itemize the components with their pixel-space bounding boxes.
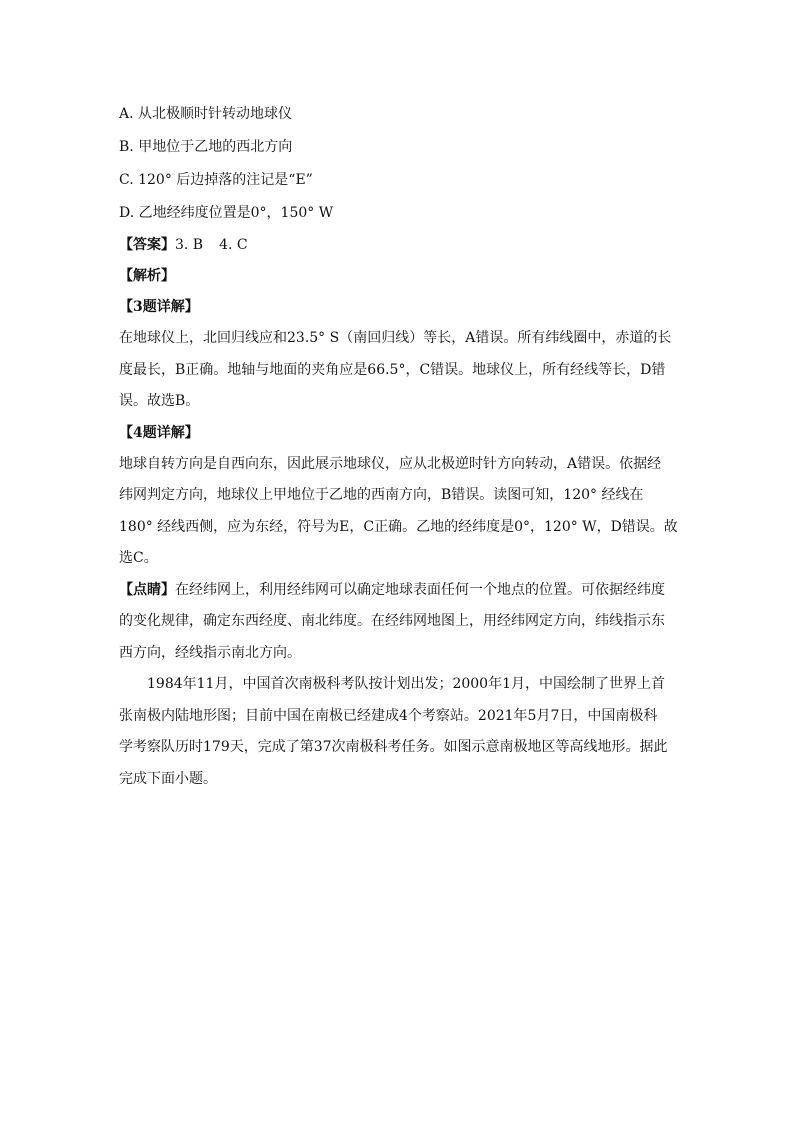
answer-q4: 4. C — [219, 237, 248, 253]
analysis-label: 【解析】 — [119, 268, 175, 284]
tips-section — [119, 575, 679, 670]
q4-line: 地球自转方向是自西向东，因此展示地球仪，应从北极逆时针方向转动，A错误。依据经 — [119, 455, 662, 472]
q3-explanation — [119, 323, 679, 418]
answer-q3: 3. B — [175, 237, 204, 253]
intro-paragraph — [119, 669, 679, 795]
option-c: C. 120° 后边掉落的注记是“E” — [119, 172, 313, 188]
q4-label: 【4题详解】 — [119, 424, 199, 441]
tips-first-text: 在经纬网上，利用经纬网可以确定地球表面任何一个地点的位置。可依据经纬度 — [175, 581, 665, 598]
intro-line: 1984年11月，中国首次南极科考队按计划出发；2000年1月，中国绘制了世界上首 — [147, 676, 665, 692]
tips-line: 西方向，经线指示南北方向。 — [119, 644, 301, 661]
option-a: A. 从北极顺时针转动地球仪 — [119, 106, 293, 122]
q3-label: 【3题详解】 — [119, 299, 199, 315]
option-b: B. 甲地位于乙地的西北方向 — [119, 139, 293, 155]
intro-line: 完成下面小题。 — [119, 770, 217, 787]
q4-line: 选C。 — [119, 550, 158, 566]
tips-first-line — [119, 575, 679, 607]
answer-line — [119, 230, 679, 261]
q4-line: 180° 经线西侧，应为东经，符号为E，C正确。乙地的经纬度是0°，120° W，D错误。故 — [119, 518, 678, 535]
answer-label: 【答案】 — [119, 237, 175, 253]
tips-label: 【点睛】 — [119, 581, 175, 598]
q3-line: 误。故选B。 — [119, 393, 200, 409]
tips-line: 的变化规律，确定东西经度、南北纬度。在经纬网地图上，用经纬网定方向，纬线指示东 — [119, 613, 665, 629]
q3-line: 在地球仪上，北回归线应和23.5° S（南回归线）等长，A错误。所有纬线圈中，赤道的长 — [119, 330, 672, 346]
q4-line: 纬网判定方向，地球仪上甲地位于乙地的西南方向，B错误。读图可知，120° 经线在 — [119, 487, 644, 503]
q3-line: 度最长，B正确。地轴与地面的夹角应是66.5°，C错误。地球仪上，所有经线等长，D错 — [119, 361, 666, 378]
option-d: D. 乙地经纬度位置是0°，150° W — [119, 205, 334, 221]
document-content — [119, 98, 679, 795]
q4-explanation — [119, 449, 679, 575]
intro-line: 学考察队历时179天，完成了第37次南极科考任务。如图示意南极地区等高线地形。据此 — [119, 739, 668, 755]
intro-line: 张南极内陆地形图；目前中国在南极已经建成4个考察站。2021年5月7日，中国南极科 — [119, 707, 658, 724]
